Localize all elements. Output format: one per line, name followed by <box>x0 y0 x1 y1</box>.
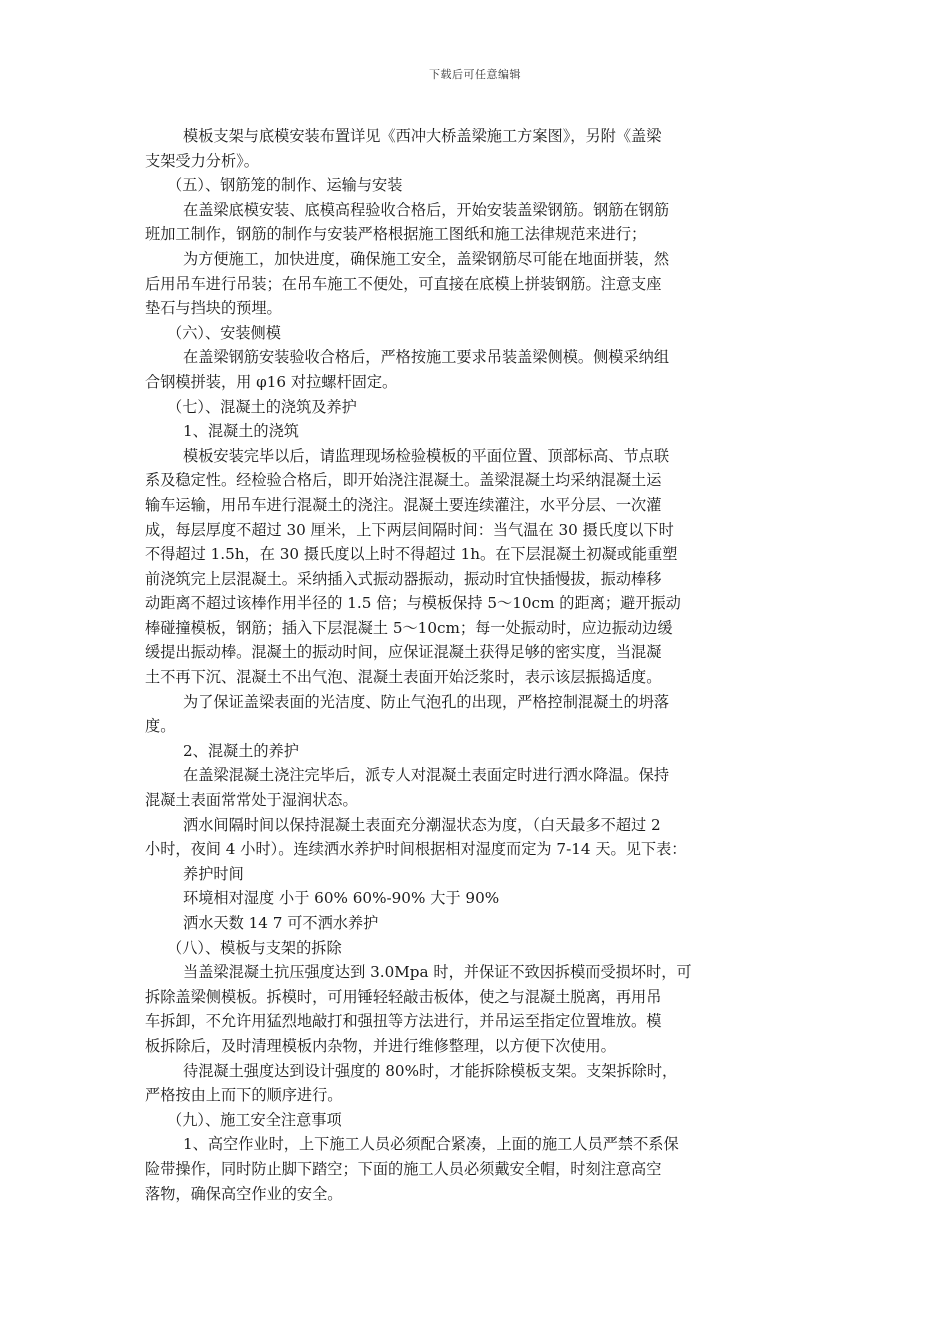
text-line: （五）、钢筋笼的制作、运输与安装 <box>167 176 403 195</box>
text-line: 在盖梁底模安装、底模高程验收合格后，开始安装盖梁钢筋。钢筋在钢筋 <box>183 200 669 219</box>
text-line: 前浇筑完上层混凝土。采纳插入式振动器振动，振动时宜快插慢拔，振动棒移 <box>145 569 662 588</box>
text-line: 险带操作，同时防止脚下踏空；下面的施工人员必须戴安全帽，时刻注意高空 <box>145 1159 662 1178</box>
text-line: （八）、模板与支架的拆除 <box>167 938 342 957</box>
text-line: 小时，夜间 4 小时）。连续洒水养护时间根据相对湿度而定为 7-14 天。见下表： <box>145 840 687 859</box>
text-line: 1、高空作业时，上下施工人员必须配合紧凑，上面的施工人员严禁不系保 <box>183 1135 679 1154</box>
text-line: 为方便施工，加快进度，确保施工安全，盖梁钢筋尽可能在地面拼装，然 <box>183 249 669 268</box>
text-line: 模板支架与底模安装布置详见《西冲大桥盖梁施工方案图》，另附《盖梁 <box>183 127 662 145</box>
text-line: 不得超过 1.5h，在 30 摄氏度以上时不得超过 1h。在下层混凝土初凝或能重塑 <box>145 545 678 564</box>
text-line: 环境相对湿度 小于 60% 60%-90% 大于 90% <box>183 889 500 908</box>
text-line: 后用吊车进行吊装；在吊车施工不便处，可直接在底模上拼装钢筋。注意支座 <box>145 274 662 293</box>
text-line: （九）、施工安全注意事项 <box>167 1110 342 1129</box>
text-line: 合钢模拼装，用 φ16 对拉螺杆固定。 <box>145 372 398 391</box>
text-line: 动距离不超过该棒作用半径的 1.5 倍；与模板保持 5～10cm 的距离；避开振动 <box>145 594 681 613</box>
text-line: 成，每层厚度不超过 30 厘米，上下两层间隔时间：当气温在 30 摄氏度以下时 <box>145 520 674 539</box>
text-line: 拆除盖梁侧模板。拆模时，可用锤轻轻敲击板体，使之与混凝土脱离，再用吊 <box>145 987 662 1006</box>
text-line: 1、混凝土的浇筑 <box>183 422 299 441</box>
text-line: 待混凝土强度达到设计强度的 80%时，才能拆除模板支架。支架拆除时， <box>183 1061 678 1080</box>
text-line: 输车运输，用吊车进行混凝土的浇注。混凝土要连续灌注，水平分层、一次灌 <box>145 495 662 514</box>
text-line: 在盖梁混凝土浇注完毕后，派专人对混凝土表面定时进行洒水降温。保持 <box>183 766 669 785</box>
text-line: 支架受力分析》。 <box>145 151 259 170</box>
page-header: 下载后可任意编辑 <box>429 68 521 81</box>
text-line: 度。 <box>145 717 176 736</box>
text-line: 2、混凝土的养护 <box>183 741 299 760</box>
text-line: 板拆除后，及时清理模板内杂物，并进行维修整理，以方便下次使用。 <box>145 1036 616 1055</box>
text-line: 洒水间隔时间以保持混凝土表面充分潮湿状态为度，（白天最多不超过 2 <box>183 815 661 834</box>
text-line: 土不再下沉、混凝土不出气泡、混凝土表面开始泛浆时，表示该层振捣适度。 <box>145 668 662 687</box>
text-line: 当盖梁混凝土抗压强度达到 3.0Mpa 时，并保证不致因拆模而受损坏时，可 <box>183 963 692 982</box>
text-line: 垫石与挡块的预埋。 <box>145 299 282 318</box>
text-line: 系及稳定性。经检验合格后，即开始浇注混凝土。盖梁混凝土均采纳混凝土运 <box>145 471 662 490</box>
text-line: 模板安装完毕以后，请监理现场检验模板的平面位置、顶部标高、节点联 <box>183 446 669 465</box>
text-line: 洒水天数 14 7 可不洒水养护 <box>183 914 379 932</box>
text-line: （六）、安装侧模 <box>167 323 281 342</box>
text-line: 在盖梁钢筋安装验收合格后，严格按施工要求吊装盖梁侧模。侧模采纳组 <box>183 348 669 367</box>
text-line: 缓提出振动棒。混凝土的振动时间，应保证混凝土获得足够的密实度，当混凝 <box>145 643 662 662</box>
text-line: 车拆卸，不允许用猛烈地敲打和强扭等方法进行，并吊运至指定位置堆放。模 <box>145 1012 662 1031</box>
document-body <box>145 124 813 1206</box>
text-line: 严格按由上而下的顺序进行。 <box>145 1086 343 1105</box>
text-line: 落物，确保高空作业的安全。 <box>145 1184 343 1203</box>
text-line: 棒碰撞模板，钢筋；插入下层混凝土 5～10cm；每一处振动时，应边振动边缓 <box>145 618 673 637</box>
text-line: 混凝土表面常常处于湿润状态。 <box>145 791 358 810</box>
text-line: 养护时间 <box>183 864 244 883</box>
text-line: 为了保证盖梁表面的光洁度、防止气泡孔的出现，严格控制混凝土的坍落 <box>183 692 669 711</box>
text-line: （七）、混凝土的浇筑及养护 <box>167 397 357 416</box>
text-line: 班加工制作，钢筋的制作与安装严格根据施工图纸和施工法律规范来进行； <box>145 225 647 244</box>
